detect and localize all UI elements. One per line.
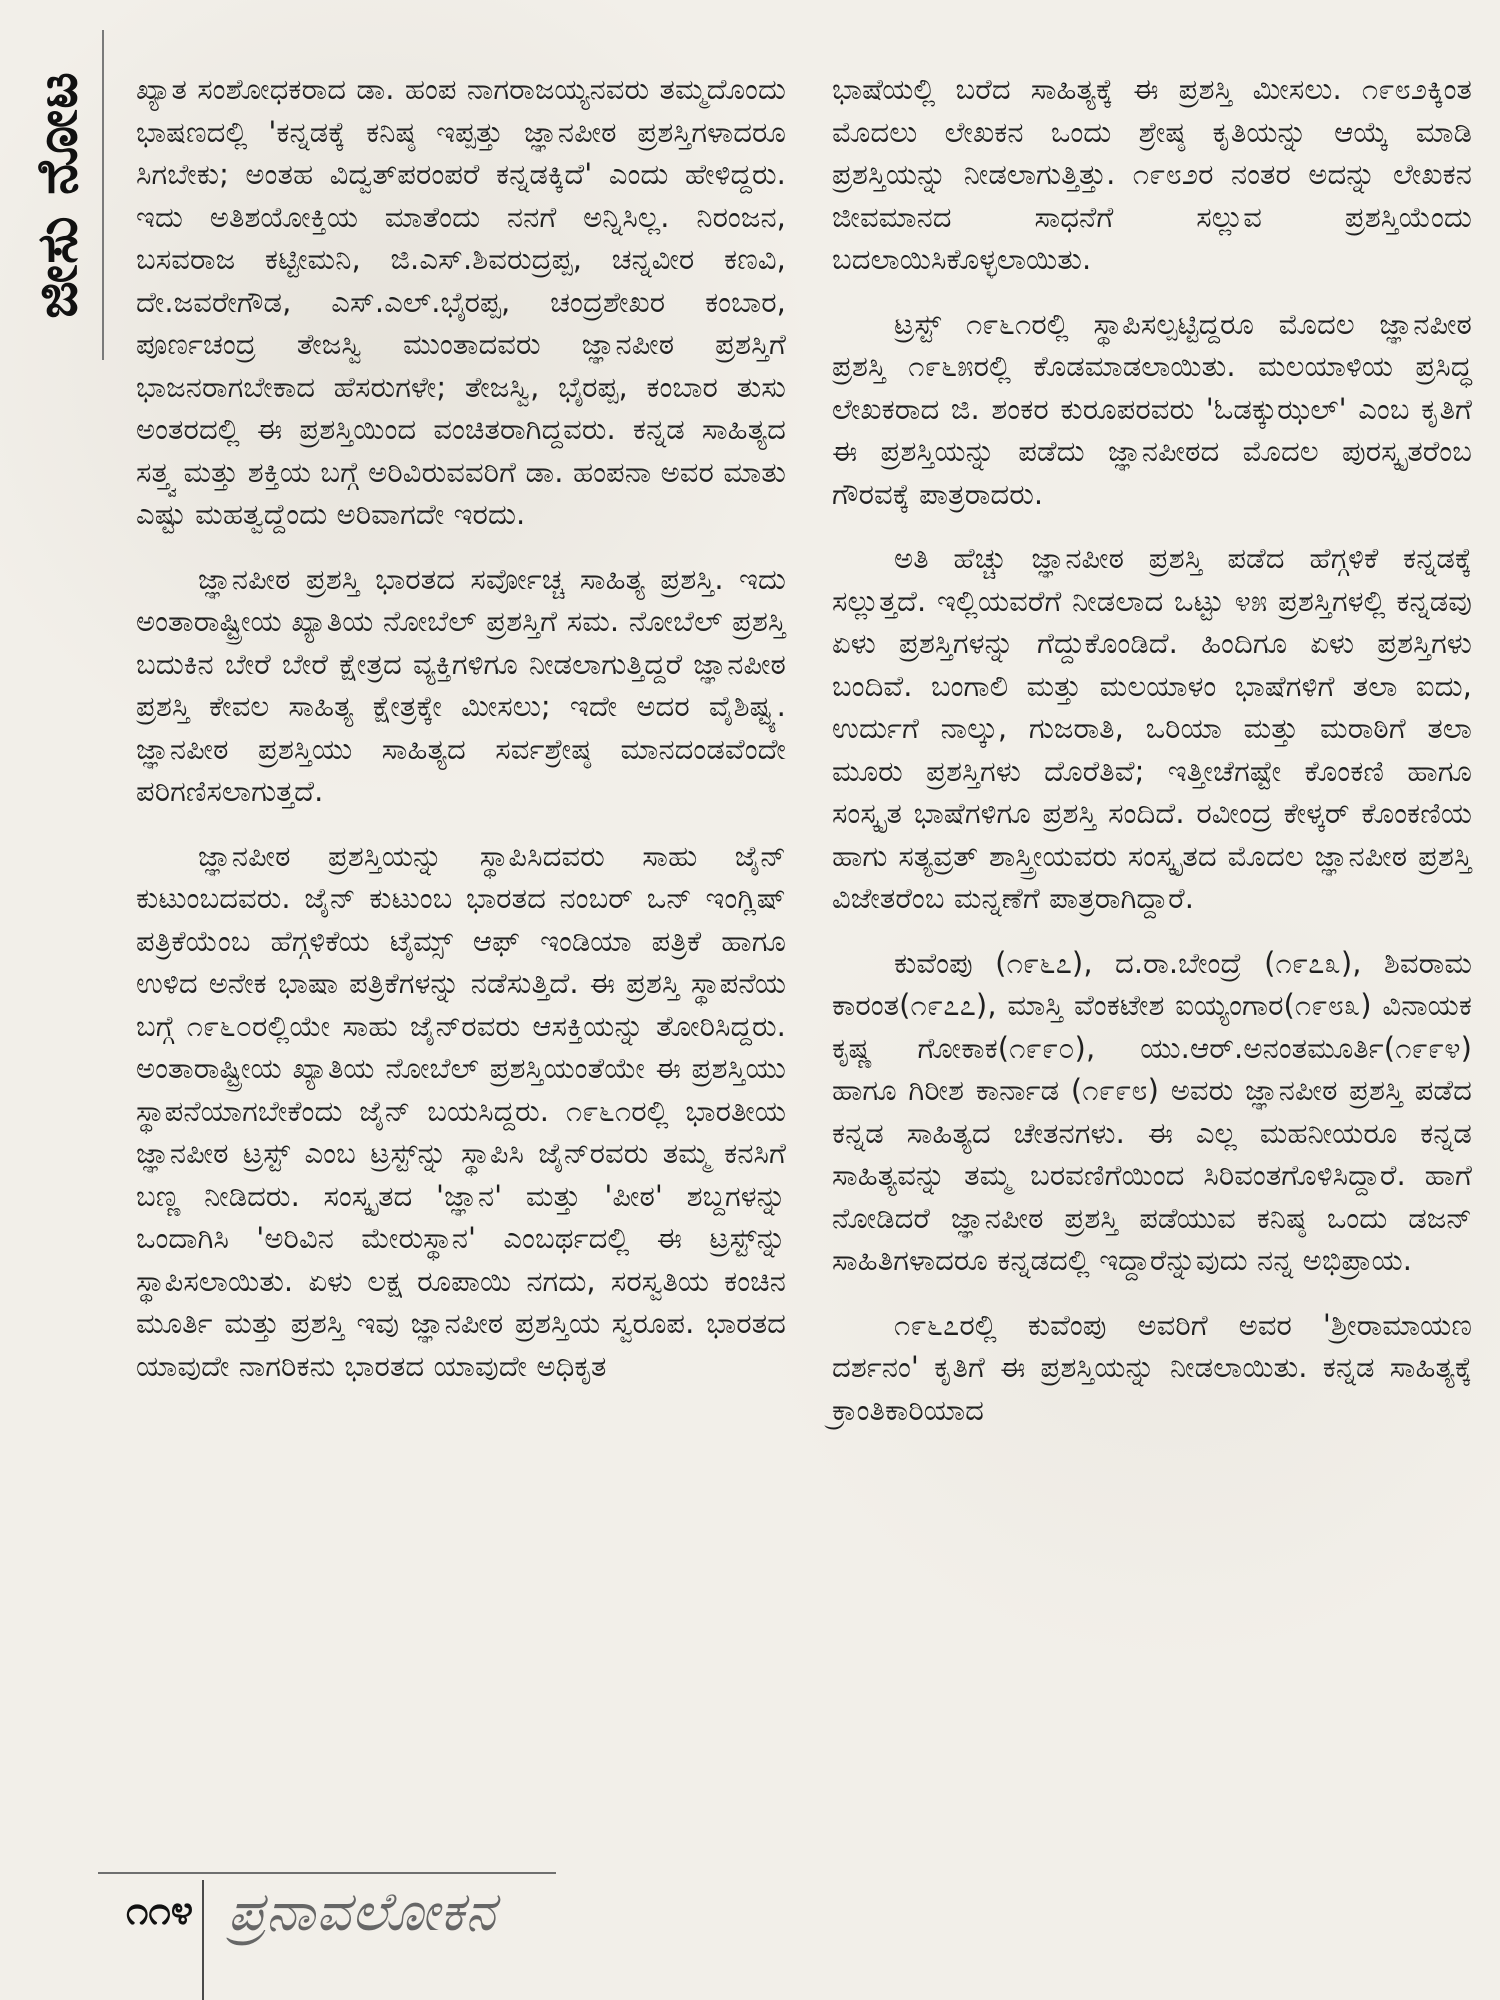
left-column bbox=[136, 68, 786, 1843]
right-paragraph-2: ಟ್ರಸ್ಟ್ ೧೯೬೧ರಲ್ಲಿ ಸ್ಥಾಪಿಸಲ್ಪಟ್ಟಿದ್ದರೂ ಮೊದಲ ಜ್ಞಾನಪೀಠ ಪ್ರಶಸ್ತಿ ೧೯೬೫ರಲ್ಲಿ ಕೊಡಮಾಡಲಾಯಿತು. ಮಲಯಾಳಿಯ ಪ್ರಸಿದ್ಧ ಲೇಖಕರಾದ ಜಿ. ಶಂಕರ ಕುರೂಪರವರು 'ಓಡಕ್ಕುಝಲ್' ಎಂಬ ಕೃತಿಗೆ ಈ ಪ್ರಶಸ್ತಿಯನ್ನು ಪಡೆದು ಜ್ಞಾನಪೀಠದ ಮೊದಲ ಪುರಸ್ಕೃತರೆಂಬ ಗೌರವಕ್ಕೆ ಪಾತ್ರರಾದರು. bbox=[832, 306, 1472, 511]
right-paragraph-5: ೧೯೬೭ರಲ್ಲಿ ಕುವೆಂಪು ಅವರಿಗೆ ಅವರ 'ಶ್ರೀರಾಮಾಯಣ ದರ್ಶನಂ' ಕೃತಿಗೆ ಈ ಪ್ರಶಸ್ತಿಯನ್ನು ನೀಡಲಾಯಿತು. ಕನ್ನಡ ಸಾಹಿತ್ಯಕ್ಕೆ ಕ್ರಾಂತಿಕಾರಿಯಾದ bbox=[832, 1307, 1472, 1427]
left-paragraph-1: ಖ್ಯಾತ ಸಂಶೋಧಕರಾದ ಡಾ. ಹಂಪ ನಾಗರಾಜಯ್ಯನವರು ತಮ್ಮದೊಂದು ಭಾಷಣದಲ್ಲಿ 'ಕನ್ನಡಕ್ಕೆ ಕನಿಷ್ಠ ಇಪ್ಪತ್ತು ಜ್ಞಾನಪೀಠ ಪ್ರಶಸ್ತಿಗಳಾದರೂ ಸಿಗಬೇಕು; ಅಂತಹ ವಿದ್ವತ್‌ಪರಂಪರೆ ಕನ್ನಡಕ್ಕಿದೆ' ಎಂದು ಹೇಳಿದ್ದರು. ಇದು ಅತಿಶಯೋಕ್ತಿಯ ಮಾತೆಂದು ನನಗೆ ಅನ್ನಿಸಿಲ್ಲ. ನಿರಂಜನ, ಬಸವರಾಜ ಕಟ್ಟೀಮನಿ, ಜಿ.ಎಸ್.ಶಿವರುದ್ರಪ್ಪ, ಚನ್ನವೀರ ಕಣವಿ, ದೇ.ಜವರೇಗೌಡ, ಎಸ್.ಎಲ್.ಭೈರಪ್ಪ, ಚಂದ್ರಶೇಖರ ಕಂಬಾರ, ಪೂರ್ಣಚಂದ್ರ ತೇಜಸ್ವಿ ಮುಂತಾದವರು ಜ್ಞಾನಪೀಠ ಪ್ರಶಸ್ತಿಗೆ ಭಾಜನರಾಗಬೇಕಾದ ಹೆಸರುಗಳೇ; ತೇಜಸ್ವಿ, ಭೈರಪ್ಪ, ಕಂಬಾರ ತುಸು ಅಂತರದಲ್ಲಿ ಈ ಪ್ರಶಸ್ತಿಯಿಂದ ವಂಚಿತರಾಗಿದ್ದವರು. ಕನ್ನಡ ಸಾಹಿತ್ಯದ ಸತ್ತ್ವ ಮತ್ತು ಶಕ್ತಿಯ ಬಗ್ಗೆ ಅರಿವಿರುವವರಿಗೆ ಡಾ. ಹಂಪನಾ ಅವರ ಮಾತು ಎಷ್ಟು ಮಹತ್ವದ್ದೆಂದು ಅರಿವಾಗದೇ ಇರದು. bbox=[136, 72, 786, 531]
section-tab bbox=[14, 30, 104, 360]
right-paragraph-4: ಕುವೆಂಪು (೧೯೬೭), ದ.ರಾ.ಬೇಂದ್ರೆ (೧೯೭೩), ಶಿವರಾಮ ಕಾರಂತ(೧೯೭೭), ಮಾಸ್ತಿ ವೆಂಕಟೇಶ ಐಯ್ಯಂಗಾರ(೧೯೮೩) ವಿನಾಯಕ ಕೃಷ್ಣ ಗೋಕಾಕ(೧೯೯೦), ಯು.ಆರ್.ಅನಂತಮೂರ್ತಿ(೧೯೯೪) ಹಾಗೂ ಗಿರೀಶ ಕಾರ್ನಾಡ (೧೯೯೮) ಅವರು ಜ್ಞಾನಪೀಠ ಪ್ರಶಸ್ತಿ ಪಡೆದ ಕನ್ನಡ ಸಾಹಿತ್ಯದ ಚೇತನಗಳು. ಈ ಎಲ್ಲ ಮಹನೀಯರೂ ಕನ್ನಡ ಸಾಹಿತ್ಯವನ್ನು ತಮ್ಮ ಬರವಣಿಗೆಯಿಂದ ಸಿರಿವಂತಗೊಳಿಸಿದ್ದಾರೆ. ಹಾಗೆ ನೋಡಿದರೆ ಜ್ಞಾನಪೀಠ ಪ್ರಶಸ್ತಿ ಪಡೆಯುವ ಕನಿಷ್ಠ ಒಂದು ಡಜನ್ ಸಾಹಿತಿಗಳಾದರೂ ಕನ್ನಡದಲ್ಲಿ ಇದ್ದಾರೆನ್ನುವುದು ನನ್ನ ಅಭಿಪ್ರಾಯ. bbox=[832, 945, 1472, 1277]
left-paragraph-2: ಜ್ಞಾನಪೀಠ ಪ್ರಶಸ್ತಿ ಭಾರತದ ಸರ್ವೋಚ್ಚ ಸಾಹಿತ್ಯ ಪ್ರಶಸ್ತಿ. ಇದು ಅಂತಾರಾಷ್ಟ್ರೀಯ ಖ್ಯಾತಿಯ ನೋಬೆಲ್ ಪ್ರಶಸ್ತಿಗೆ ಸಮ. ನೋಬೆಲ್ ಪ್ರಶಸ್ತಿ ಬದುಕಿನ ಬೇರೆ ಬೇರೆ ಕ್ಷೇತ್ರದ ವ್ಯಕ್ತಿಗಳಿಗೂ ನೀಡಲಾಗುತ್ತಿದ್ದರೆ ಜ್ಞಾನಪೀಠ ಪ್ರಶಸ್ತಿ ಕೇವಲ ಸಾಹಿತ್ಯ ಕ್ಷೇತ್ರಕ್ಕೇ ಮೀಸಲು; ಇದೇ ಅದರ ವೈಶಿಷ್ಟ್ಯ. ಜ್ಞಾನಪೀಠ ಪ್ರಶಸ್ತಿಯು ಸಾಹಿತ್ಯದ ಸರ್ವಶ್ರೇಷ್ಠ ಮಾನದಂಡವೆಂದೇ ಪರಿಗಣಿಸಲಾಗುತ್ತದೆ. bbox=[136, 561, 786, 808]
right-paragraph-1: ಭಾಷೆಯಲ್ಲಿ ಬರೆದ ಸಾಹಿತ್ಯಕ್ಕೆ ಈ ಪ್ರಶಸ್ತಿ ಮೀಸಲು. ೧೯೮೨ಕ್ಕಿಂತ ಮೊದಲು ಲೇಖಕನ ಒಂದು ಶ್ರೇಷ್ಠ ಕೃತಿಯನ್ನು ಆಯ್ಕೆ ಮಾಡಿ ಪ್ರಶಸ್ತಿಯನ್ನು ನೀಡಲಾಗುತ್ತಿತ್ತು. ೧೯೮೨ರ ನಂತರ ಅದನ್ನು ಲೇಖಕನ ಜೀವಮಾನದ ಸಾಧನೆಗೆ ಸಲ್ಲುವ ಪ್ರಶಸ್ತಿಯೆಂದು ಬದಲಾಯಿಸಿಕೊಳ್ಳಲಾಯಿತು. bbox=[832, 72, 1472, 276]
left-paragraph-3: ಜ್ಞಾನಪೀಠ ಪ್ರಶಸ್ತಿಯನ್ನು ಸ್ಥಾಪಿಸಿದವರು ಸಾಹು ಜೈನ್ ಕುಟುಂಬದವರು. ಜೈನ್ ಕುಟುಂಬ ಭಾರತದ ನಂಬರ್ ಒನ್ ಇಂಗ್ಲಿಷ್ ಪತ್ರಿಕೆಯೆಂಬ ಹೆಗ್ಗಳಿಕೆಯ ಟೈಮ್ಸ್ ಆಫ್ ಇಂಡಿಯಾ ಪತ್ರಿಕೆ ಹಾಗೂ ಉಳಿದ ಅನೇಕ ಭಾಷಾ ಪತ್ರಿಕೆಗಳನ್ನು ನಡೆಸುತ್ತಿದೆ. ಈ ಪ್ರಶಸ್ತಿ ಸ್ಥಾಪನೆಯ ಬಗ್ಗೆ ೧೯೬೦ರಲ್ಲಿಯೇ ಸಾಹು ಜೈನ್‌ರವರು ಆಸಕ್ತಿಯನ್ನು ತೋರಿಸಿದ್ದರು. ಅಂತಾರಾಷ್ಟ್ರೀಯ ಖ್ಯಾತಿಯ ನೋಬೆಲ್ ಪ್ರಶಸ್ತಿಯಂತೆಯೇ ಈ ಪ್ರಶಸ್ತಿಯು ಸ್ಥಾಪನೆಯಾಗಬೇಕೆಂದು ಜೈನ್ ಬಯಸಿದ್ದರು. ೧೯೬೧ರಲ್ಲಿ ಭಾರತೀಯ ಜ್ಞಾನಪೀಠ ಟ್ರಸ್ಟ್ ಎಂಬ ಟ್ರಸ್ಟ್‌ನ್ನು ಸ್ಥಾಪಿಸಿ ಜೈನ್‌ರವರು ತಮ್ಮ ಕನಸಿಗೆ ಬಣ್ಣ ನೀಡಿದರು. ಸಂಸ್ಕೃತದ 'ಜ್ಞಾನ' ಮತ್ತು 'ಪೀಠ' ಶಬ್ದಗಳನ್ನು ಒಂದಾಗಿಸಿ 'ಅರಿವಿನ ಮೇರುಸ್ಥಾನ' ಎಂಬರ್ಥದಲ್ಲಿ ಈ ಟ್ರಸ್ಟ್‌ನ್ನು ಸ್ಥಾಪಿಸಲಾಯಿತು. ಏಳು ಲಕ್ಷ ರೂಪಾಯಿ ನಗದು, ಸರಸ್ವತಿಯ ಕಂಚಿನ ಮೂರ್ತಿ ಮತ್ತು ಪ್ರಶಸ್ತಿ ಇವು ಜ್ಞಾನಪೀಠ ಪ್ರಶಸ್ತಿಯ ಸ್ವರೂಪ. ಭಾರತದ ಯಾವುದೇ ನಾಗರಿಕನು ಭಾರತದ ಯಾವುದೇ ಅಧಿಕೃತ bbox=[136, 838, 786, 1383]
section-title: ಜೀಸು ನೋಟ bbox=[25, 71, 91, 319]
right-column bbox=[832, 68, 1472, 1828]
footer-divider bbox=[202, 1880, 204, 2000]
footer-rule bbox=[98, 1872, 556, 1874]
right-paragraph-3: ಅತಿ ಹೆಚ್ಚು ಜ್ಞಾನಪೀಠ ಪ್ರಶಸ್ತಿ ಪಡೆದ ಹೆಗ್ಗಳಿಕೆ ಕನ್ನಡಕ್ಕೆ ಸಲ್ಲುತ್ತದೆ. ಇಲ್ಲಿಯವರೆಗೆ ನೀಡಲಾದ ಒಟ್ಟು ೪೫ ಪ್ರಶಸ್ತಿಗಳಲ್ಲಿ ಕನ್ನಡವು ಏಳು ಪ್ರಶಸ್ತಿಗಳನ್ನು ಗೆದ್ದುಕೊಂಡಿದೆ. ಹಿಂದಿಗೂ ಏಳು ಪ್ರಶಸ್ತಿಗಳು ಬಂದಿವೆ. ಬಂಗಾಲಿ ಮತ್ತು ಮಲಯಾಳಂ ಭಾಷೆಗಳಿಗೆ ತಲಾ ಐದು, ಉರ್ದುಗೆ ನಾಲ್ಕು, ಗುಜರಾತಿ, ಒರಿಯಾ ಮತ್ತು ಮರಾಠಿಗೆ ತಲಾ ಮೂರು ಪ್ರಶಸ್ತಿಗಳು ದೊರೆತಿವೆ; ಇತ್ತೀಚೆಗಷ್ಟೇ ಕೊಂಕಣಿ ಹಾಗೂ ಸಂಸ್ಕೃತ ಭಾಷೆಗಳಿಗೂ ಪ್ರಶಸ್ತಿ ಸಂದಿದೆ. ರವೀಂದ್ರ ಕೇಳ್ಕರ್ ಕೊಂಕಣಿಯ ಹಾಗು ಸತ್ಯವ್ರತ್ ಶಾಸ್ತ್ರೀಯವರು ಸಂಸ್ಕೃತದ ಮೊದಲ ಜ್ಞಾನಪೀಠ ಪ್ರಶಸ್ತಿ ವಿಜೇತರೆಂಬ ಮನ್ನಣೆಗೆ ಪಾತ್ರರಾಗಿದ್ದಾರೆ. bbox=[832, 541, 1472, 915]
magazine-title: ಪ್ರನಾವಲೋಕನ bbox=[228, 1880, 497, 1943]
page-number: ೧೧೪ bbox=[126, 1888, 194, 1934]
